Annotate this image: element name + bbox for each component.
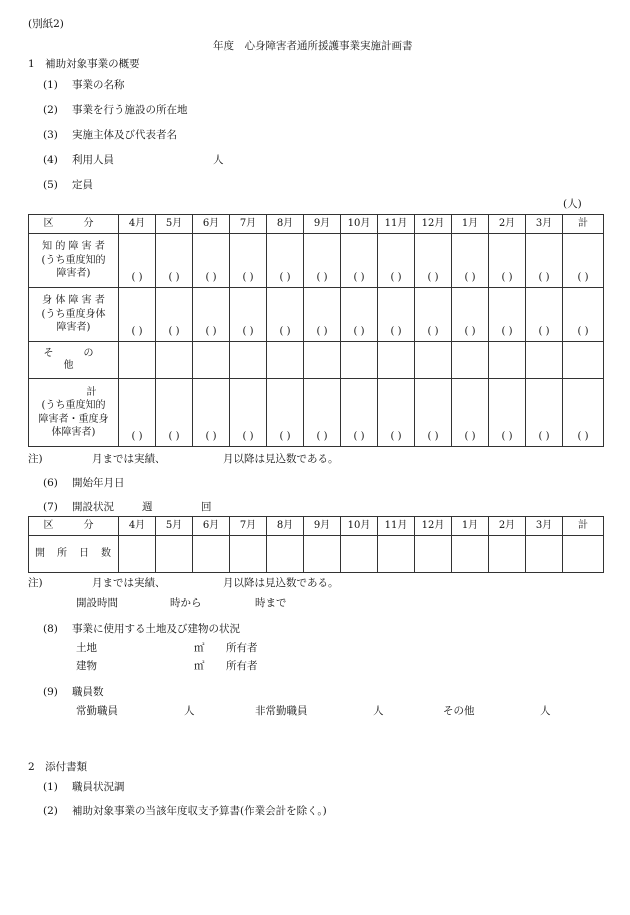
item-8-num: (8) [43,623,58,635]
table-cell [193,342,230,379]
building-owner-label: 所有者 [226,660,258,672]
table-cell: ( ) [230,288,267,342]
land-area-unit: ㎡ [194,642,205,654]
month-header: 7月 [230,517,267,536]
item-9-num: (9) [43,686,58,698]
table-cell: ( ) [230,379,267,447]
table-cell [341,536,378,573]
table-cell [526,536,563,573]
item-4-label: 利用人員 [72,154,114,166]
table-cell: ( ) [452,379,489,447]
table-cell [378,536,415,573]
table-cell [230,536,267,573]
table-cell: ( ) [526,234,563,288]
table-cell [193,536,230,573]
category-header: 区 分 [29,517,119,536]
month-header: 3月 [526,215,563,234]
table-cell [119,342,156,379]
table-cell: ( ) [526,288,563,342]
table-cell: ( ) [415,288,452,342]
item-8-label: 事業に使用する土地及び建物の状況 [72,623,240,635]
note-1-part2: 月以降は見込数である。 [223,453,339,465]
table-cell: ( ) [341,288,378,342]
table-cell [230,342,267,379]
table-cell: ( ) [193,234,230,288]
month-header: 11月 [378,215,415,234]
table-row [29,379,604,447]
month-header: 5月 [156,215,193,234]
table-cell: ( ) [563,379,604,447]
table-cell [341,342,378,379]
section-2-heading: 2 添付書類 [28,761,88,773]
table-row [29,288,604,342]
month-header: 10月 [341,215,378,234]
table-cell: ( ) [119,234,156,288]
table-cell: ( ) [156,288,193,342]
fulltime-unit: 人 [184,705,195,717]
table-row [29,536,604,573]
table-cell: ( ) [489,288,526,342]
attachment-2-label: 補助対象事業の当該年度収支予算書(作業会計を除く。) [72,805,327,817]
category-header: 区 分 [29,215,119,234]
item-3-label: 実施主体及び代表者名 [72,129,177,141]
row-label-total: 計 (うち重度知的 障害者・重度身 体障害者) [29,379,119,447]
times-label: 回 [201,501,212,513]
attachment-2-num: (2) [43,805,58,817]
item-7-label: 開設状況 [72,501,114,513]
table-cell: ( ) [378,379,415,447]
table-cell: ( ) [304,234,341,288]
table-cell: ( ) [304,288,341,342]
attachment-1-num: (1) [43,781,58,793]
table-cell [452,536,489,573]
month-header: 3月 [526,517,563,536]
table-cell: ( ) [415,379,452,447]
table-cell: ( ) [267,288,304,342]
table-cell [267,536,304,573]
month-header: 2月 [489,517,526,536]
item-5-label: 定員 [72,179,93,191]
table-cell: ( ) [304,379,341,447]
table-cell: ( ) [267,379,304,447]
building-label: 建物 [76,660,97,672]
table-row [29,234,604,288]
note-1-part1: 月までは実績、 [92,453,166,465]
operating-days-table [28,516,604,573]
users-unit: 人 [213,154,224,166]
table-cell [156,536,193,573]
month-header: 1月 [452,215,489,234]
table-cell: ( ) [267,234,304,288]
row-label-physical: 身 体 障 害 者 (うち重度身体 障害者) [29,288,119,342]
attachment-1-label: 職員状況調 [72,781,125,793]
table-cell [526,342,563,379]
note-2-part2: 月以降は見込数である。 [223,577,339,589]
table-cell: ( ) [156,234,193,288]
note-2-part1: 月までは実績、 [92,577,166,589]
capacity-table [28,214,604,447]
table-cell: ( ) [526,379,563,447]
month-header: 2月 [489,215,526,234]
table-cell: ( ) [378,234,415,288]
table-cell [563,536,604,573]
row-label-other: そ の 他 [29,342,119,379]
month-header: 8月 [267,215,304,234]
table-cell [156,342,193,379]
table-cell [415,536,452,573]
item-5-num: (5) [43,179,58,191]
note-2-prefix: 注) [28,577,43,589]
total-header: 計 [563,215,604,234]
table-cell: ( ) [452,234,489,288]
building-area-unit: ㎡ [194,660,205,672]
month-header: 1月 [452,517,489,536]
item-2-num: (2) [43,104,58,116]
table-cell [304,342,341,379]
table-cell: ( ) [563,288,604,342]
table-cell: ( ) [415,234,452,288]
table-cell [415,342,452,379]
month-header: 5月 [156,517,193,536]
month-header: 8月 [267,517,304,536]
item-4-num: (4) [43,154,58,166]
item-3-num: (3) [43,129,58,141]
item-6-num: (6) [43,477,58,489]
table-cell [452,342,489,379]
table-cell: ( ) [341,234,378,288]
table-cell [489,536,526,573]
item-9-label: 職員数 [72,686,104,698]
hours-label: 開設時間 [76,597,118,609]
row-label-operating-days: 開 所 日 数 [29,536,119,573]
month-header: 4月 [119,215,156,234]
table-cell [378,342,415,379]
month-header: 12月 [415,215,452,234]
table-cell: ( ) [341,379,378,447]
month-header: 10月 [341,517,378,536]
table-cell: ( ) [119,379,156,447]
table-cell: ( ) [489,379,526,447]
hours-from: 時から [170,597,202,609]
table-cell [304,536,341,573]
week-label: 週 [142,501,153,513]
table-cell: ( ) [156,379,193,447]
section-1-heading: 1 補助対象事業の概要 [28,58,140,70]
month-header: 9月 [304,517,341,536]
table-cell [563,342,604,379]
table-cell: ( ) [193,288,230,342]
fulltime-label: 常勤職員 [76,705,118,717]
table-cell: ( ) [452,288,489,342]
month-header: 6月 [193,215,230,234]
parttime-label: 非常勤職員 [255,705,308,717]
row-label-intellectual: 知 的 障 害 者 (うち重度知的 障害者) [29,234,119,288]
parttime-unit: 人 [373,705,384,717]
month-header: 11月 [378,517,415,536]
month-header: 12月 [415,517,452,536]
page-title: 年度 心身障害者通所援護事業実施計画書 [213,40,413,52]
table-cell [119,536,156,573]
item-2-label: 事業を行う施設の所在地 [72,104,188,116]
table-header-row [29,215,604,234]
table-cell: ( ) [230,234,267,288]
item-1-num: (1) [43,79,58,91]
land-owner-label: 所有者 [226,642,258,654]
table-cell: ( ) [563,234,604,288]
item-1-label: 事業の名称 [72,79,125,91]
month-header: 6月 [193,517,230,536]
month-header: 9月 [304,215,341,234]
other-staff-unit: 人 [540,705,551,717]
month-header: 7月 [230,215,267,234]
item-7-num: (7) [43,501,58,513]
table-header-row [29,517,604,536]
table-cell: ( ) [193,379,230,447]
table-cell: ( ) [119,288,156,342]
total-header: 計 [563,517,604,536]
land-label: 土地 [76,642,97,654]
table-unit: (人) [563,198,582,210]
table-cell: ( ) [489,234,526,288]
table-cell [267,342,304,379]
form-id: (別紙2) [28,18,64,30]
table-cell: ( ) [378,288,415,342]
hours-to: 時まで [255,597,287,609]
table-cell [489,342,526,379]
table-row [29,342,604,379]
item-6-label: 開始年月日 [72,477,125,489]
other-staff-label: その他 [443,705,475,717]
month-header: 4月 [119,517,156,536]
note-1-prefix: 注) [28,453,43,465]
